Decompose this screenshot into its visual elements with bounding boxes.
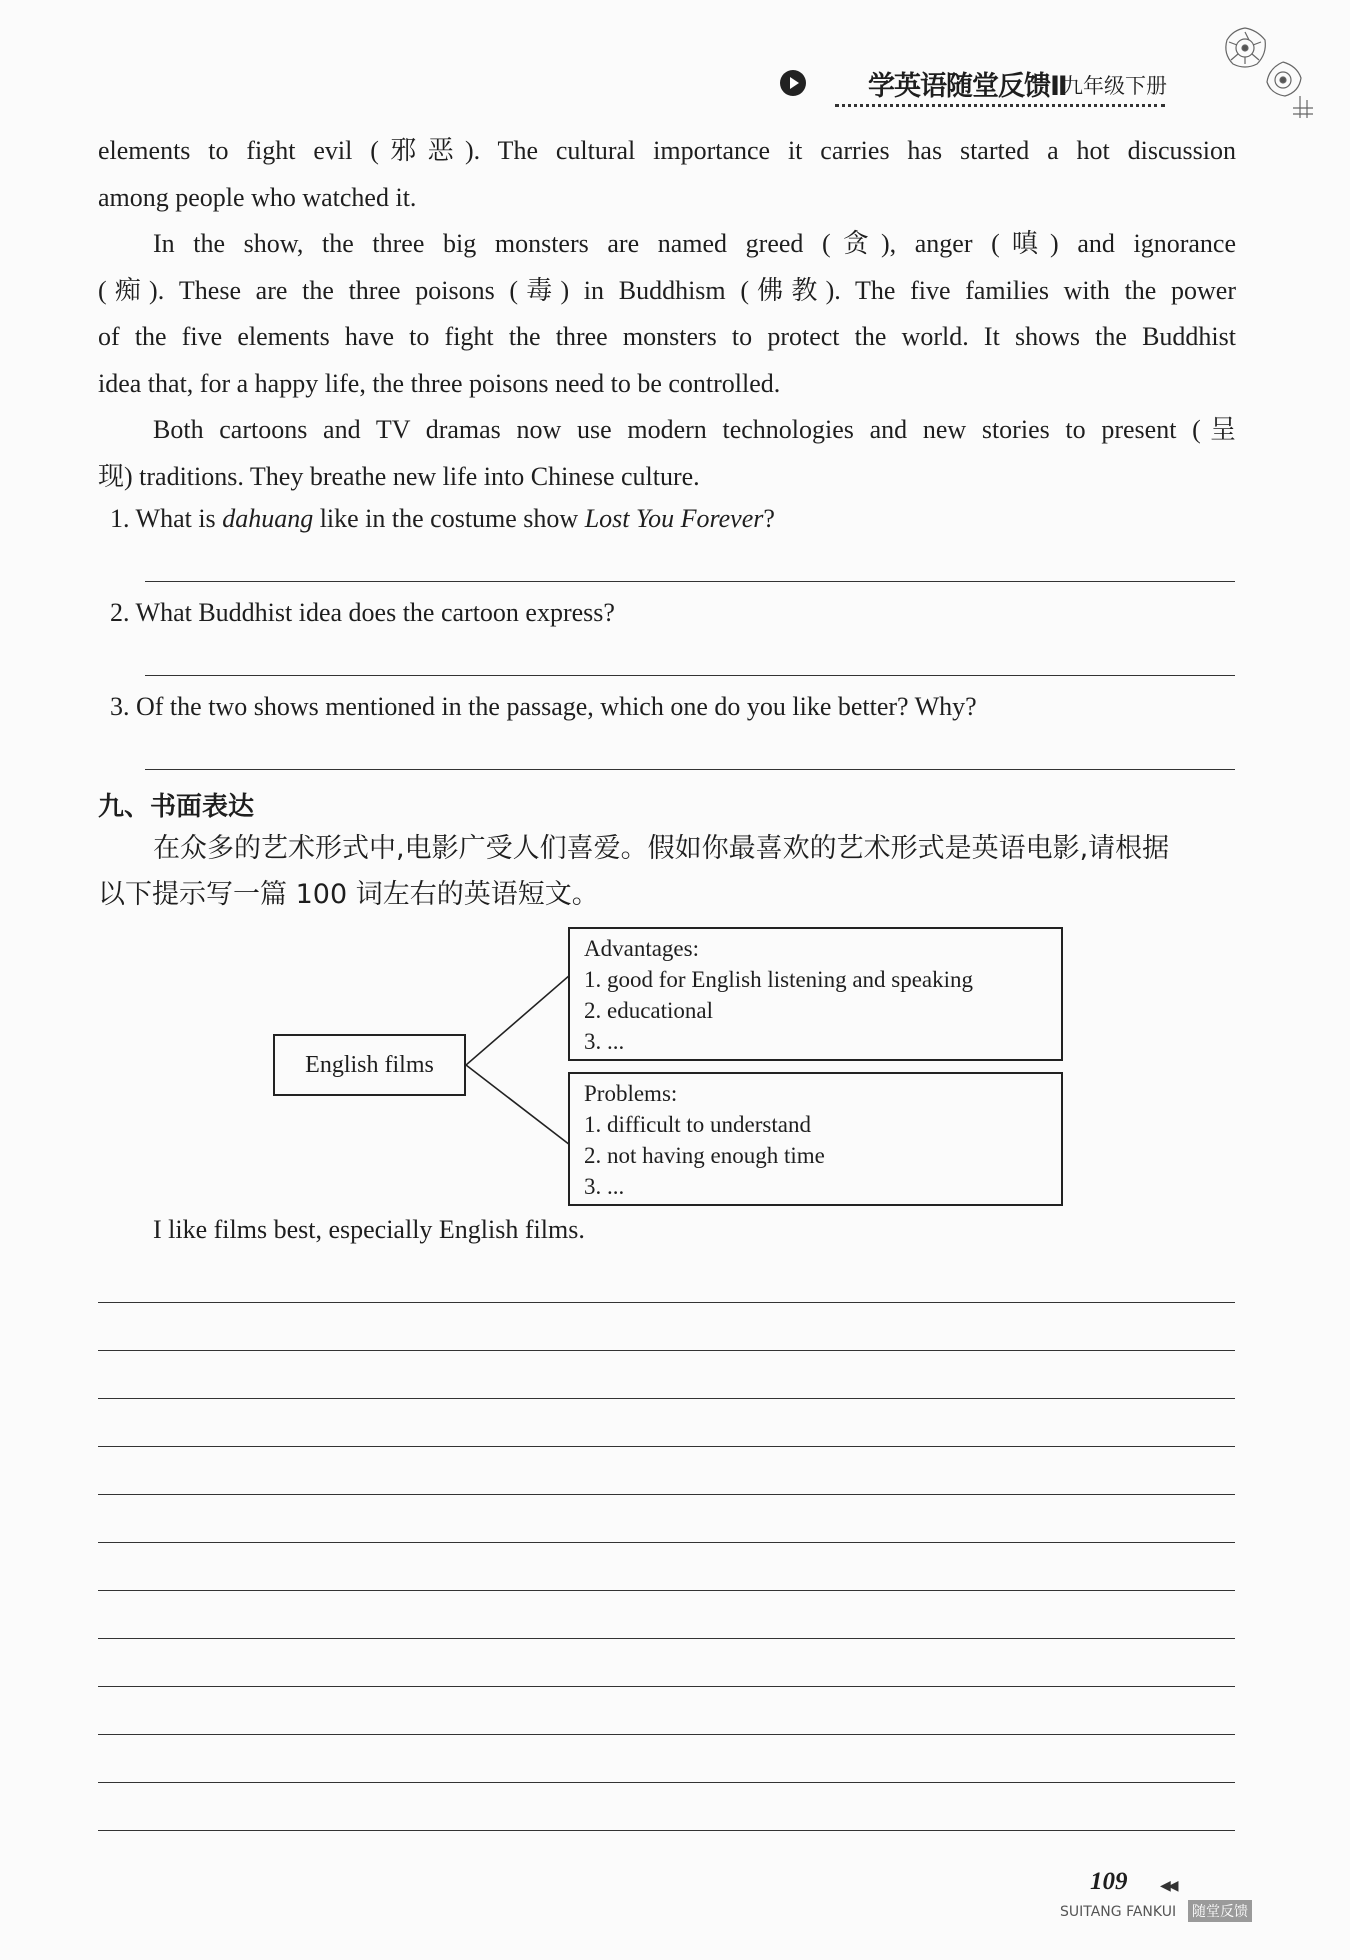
problems-heading: Problems: [584, 1081, 678, 1106]
book-subtitle: 九年级下册 [1062, 74, 1167, 98]
question-number: 1. [110, 504, 130, 533]
passage-line: (痴). These are the three poisons (毒) in Buddhism (佛教). The five families with the power [98, 275, 1236, 305]
question-term: dahuang [222, 504, 314, 533]
question-show-title: Lost You Forever [584, 504, 764, 533]
advantages-item: 3. ... [584, 1029, 625, 1054]
series-name-en: SUITANG FANKUI [1060, 1904, 1177, 1920]
writing-line[interactable] [98, 1638, 1235, 1639]
instruction-line: 在众多的艺术形式中,电影广受人们喜爱。假如你最喜欢的艺术形式是英语电影,请根据 [153, 833, 1170, 864]
problems-item: 3. ... [584, 1174, 625, 1199]
writing-line[interactable] [98, 1494, 1235, 1495]
advantages-box [568, 927, 1063, 1061]
question-number: 2. [110, 598, 130, 627]
writing-line[interactable] [98, 1734, 1235, 1735]
writing-line[interactable] [98, 1302, 1235, 1303]
question-text: What is [135, 504, 216, 533]
book-title: 学英语随堂反馈Ⅱ [868, 71, 1067, 102]
writing-line[interactable] [98, 1542, 1235, 1543]
question-text: like in the costume show [319, 504, 579, 533]
writing-line[interactable] [98, 1830, 1235, 1831]
header-divider [835, 104, 1165, 107]
play-icon [780, 70, 806, 96]
writing-line[interactable] [98, 1398, 1235, 1399]
opening-sentence: I like films best, especially English films. [153, 1215, 585, 1244]
writing-line[interactable] [98, 1590, 1235, 1591]
series-badge: 随堂反馈 [1188, 1900, 1252, 1922]
question-text: Of the two shows mentioned in the passage, which one do you like better? Why? [136, 692, 977, 721]
passage-line: Both cartoons and TV dramas now use modern technologies and new stories to present (呈 [153, 415, 1236, 444]
page-number: 109 [1090, 1868, 1128, 1895]
question-text: What Buddhist idea does the cartoon express? [135, 598, 615, 627]
passage-line: In the show, the three big monsters are named greed (贪), anger (嗔) and ignorance [153, 229, 1236, 258]
problems-item: 2. not having enough time [584, 1143, 825, 1168]
question-number: 3. [110, 692, 130, 721]
question-3 [110, 692, 977, 722]
diagram-center-box: English films [273, 1034, 466, 1096]
answer-line-1[interactable] [145, 581, 1235, 582]
instruction-line: 以下提示写一篇 100 词左右的英语短文。 [98, 879, 599, 910]
passage-line: 现) traditions. They breathe new life into Chinese culture. [98, 461, 700, 491]
problems-box [568, 1072, 1063, 1206]
advantages-item: 2. educational [584, 998, 714, 1023]
flower-icon [1205, 18, 1315, 118]
question-mark: ? [763, 504, 775, 533]
writing-line[interactable] [98, 1782, 1235, 1783]
diagram-connector [466, 975, 570, 1145]
passage-line: of the five elements have to fight the three monsters to protect the world. It shows the Buddhist [98, 322, 1236, 351]
page-header [780, 62, 1200, 112]
answer-line-3[interactable] [145, 769, 1235, 770]
passage-line: among people who watched it. [98, 182, 417, 212]
problems-item: 1. difficult to understand [584, 1112, 811, 1137]
advantages-item: 1. good for English listening and speaking [584, 967, 974, 992]
section-title: 九、书面表达 [98, 792, 255, 822]
passage-paragraph-2 [98, 221, 1236, 407]
passage-line: idea that, for a happy life, the three poisons need to be controlled. [98, 368, 781, 398]
passage-paragraph-1 [98, 128, 1236, 221]
writing-line[interactable] [98, 1686, 1235, 1687]
writing-instructions [98, 826, 1236, 918]
writing-line[interactable] [98, 1350, 1235, 1351]
writing-line[interactable] [98, 1446, 1235, 1447]
passage-line: elements to fight evil (邪恶). The cultural importance it carries has started a hot discussion [98, 136, 1236, 165]
question-2 [110, 598, 615, 628]
double-arrow-left-icon: ◀◀ [1160, 1879, 1176, 1894]
passage-paragraph-3 [98, 407, 1236, 500]
advantages-heading: Advantages: [584, 936, 699, 961]
answer-line-2[interactable] [145, 675, 1235, 676]
question-1 [110, 504, 775, 534]
